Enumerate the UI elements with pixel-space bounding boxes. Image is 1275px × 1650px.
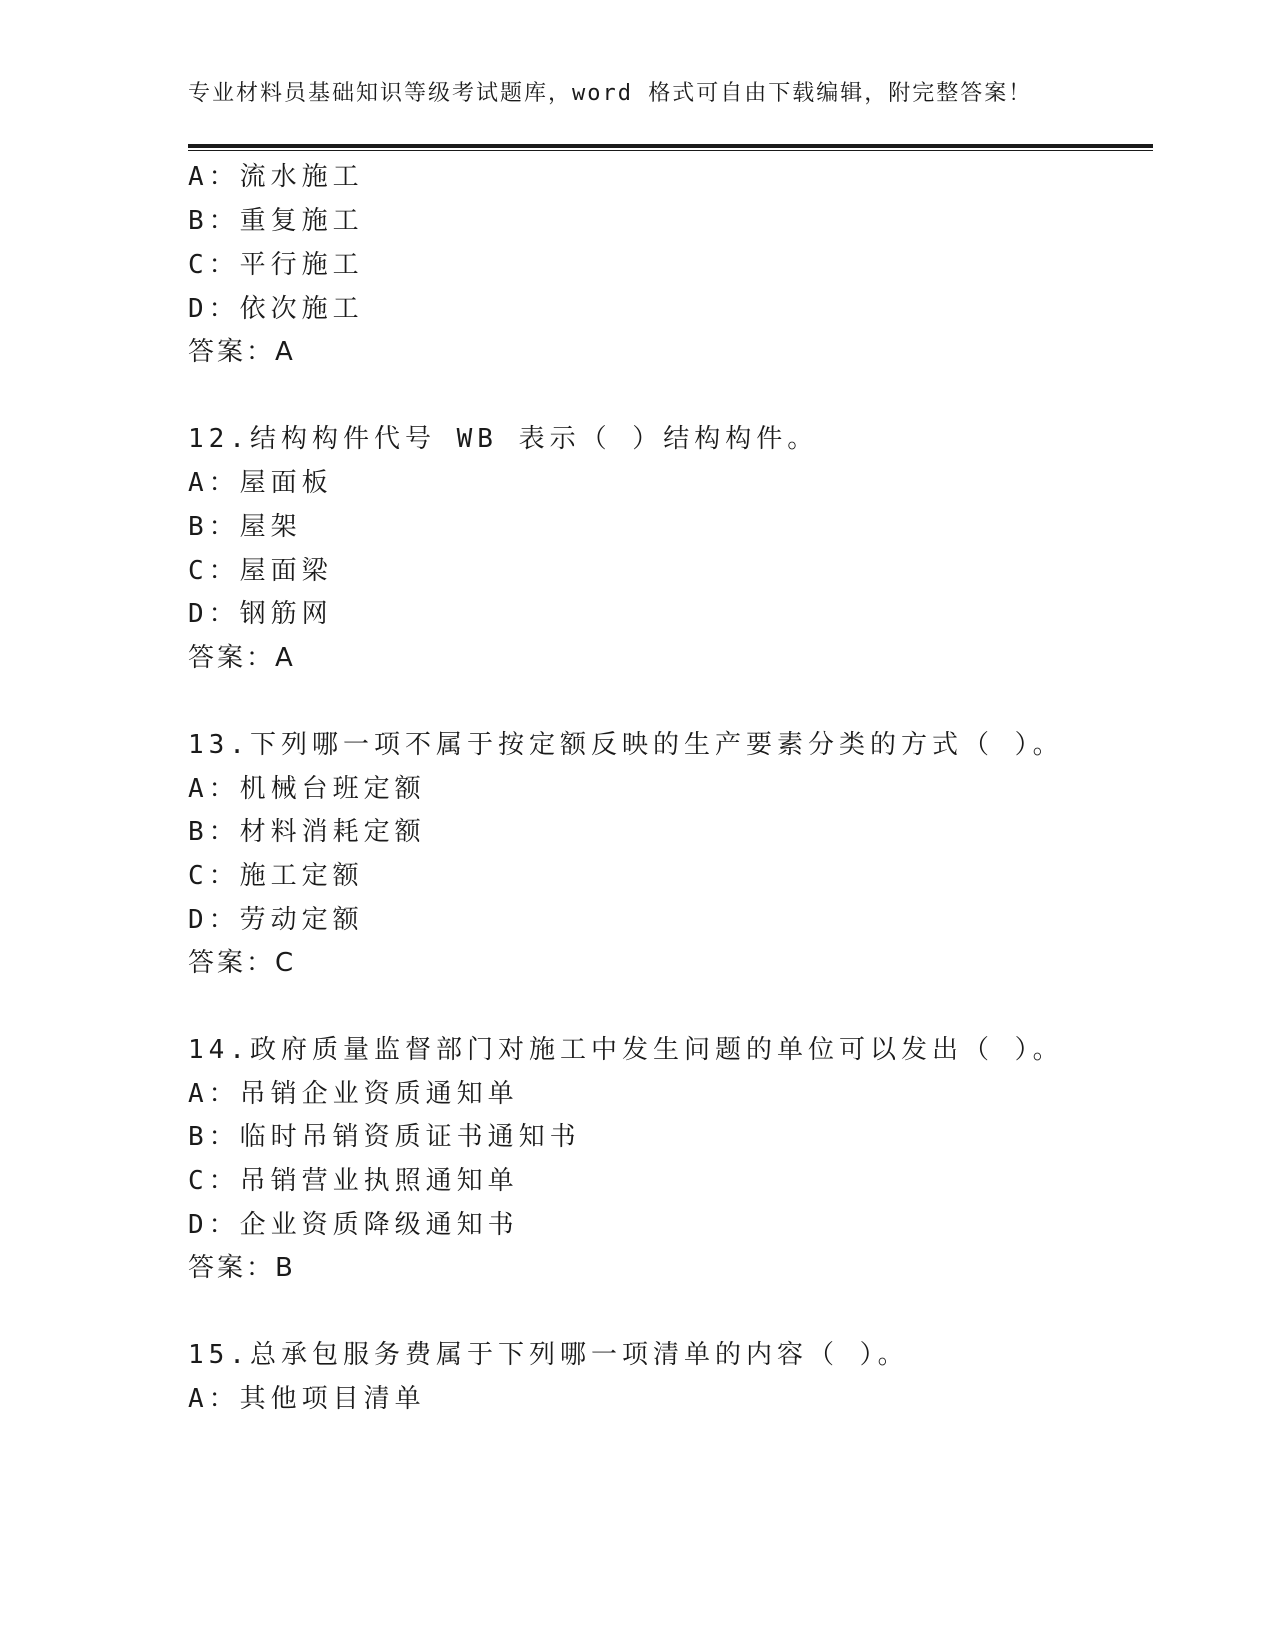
question-stem: 15.总承包服务费属于下列哪一项清单的内容（ ）。 (188, 1340, 909, 1370)
answer-line: 答案：A (188, 337, 296, 367)
option-d: D：依次施工 (188, 294, 364, 324)
option-a: A：其他项目清单 (188, 1384, 426, 1414)
answer-line: 答案：A (188, 643, 296, 673)
option-a: A：流水施工 (188, 162, 364, 192)
option-a: A：吊销企业资质通知单 (188, 1079, 519, 1109)
question-stem: 12.结构构件代号 WB 表示（ ）结构构件。 (188, 424, 819, 454)
option-a: A：屋面板 (188, 468, 333, 498)
answer-line: 答案：B (188, 1253, 296, 1283)
header-rule-thin (188, 150, 1153, 151)
option-b: B：临时吊销资质证书通知书 (188, 1122, 581, 1152)
option-a: A：机械台班定额 (188, 774, 426, 804)
question-stem: 13.下列哪一项不属于按定额反映的生产要素分类的方式（ ）。 (188, 730, 1064, 760)
page-header: 专业材料员基础知识等级考试题库，word 格式可自由下载编辑，附完整答案！ (188, 81, 1033, 106)
option-d: D：企业资质降级通知书 (188, 1210, 519, 1240)
option-d: D：劳动定额 (188, 905, 364, 935)
header-rule-thick (188, 144, 1153, 148)
option-b: B：重复施工 (188, 206, 364, 236)
option-c: C：施工定额 (188, 861, 364, 891)
question-stem: 14.政府质量监督部门对施工中发生问题的单位可以发出（ ）。 (188, 1035, 1064, 1065)
option-c: C：平行施工 (188, 250, 364, 280)
option-d: D：钢筋网 (188, 599, 333, 629)
option-b: B：屋架 (188, 512, 302, 542)
option-c: C：吊销营业执照通知单 (188, 1166, 519, 1196)
option-b: B：材料消耗定额 (188, 817, 426, 847)
option-c: C：屋面梁 (188, 556, 333, 586)
answer-line: 答案：C (188, 948, 297, 978)
